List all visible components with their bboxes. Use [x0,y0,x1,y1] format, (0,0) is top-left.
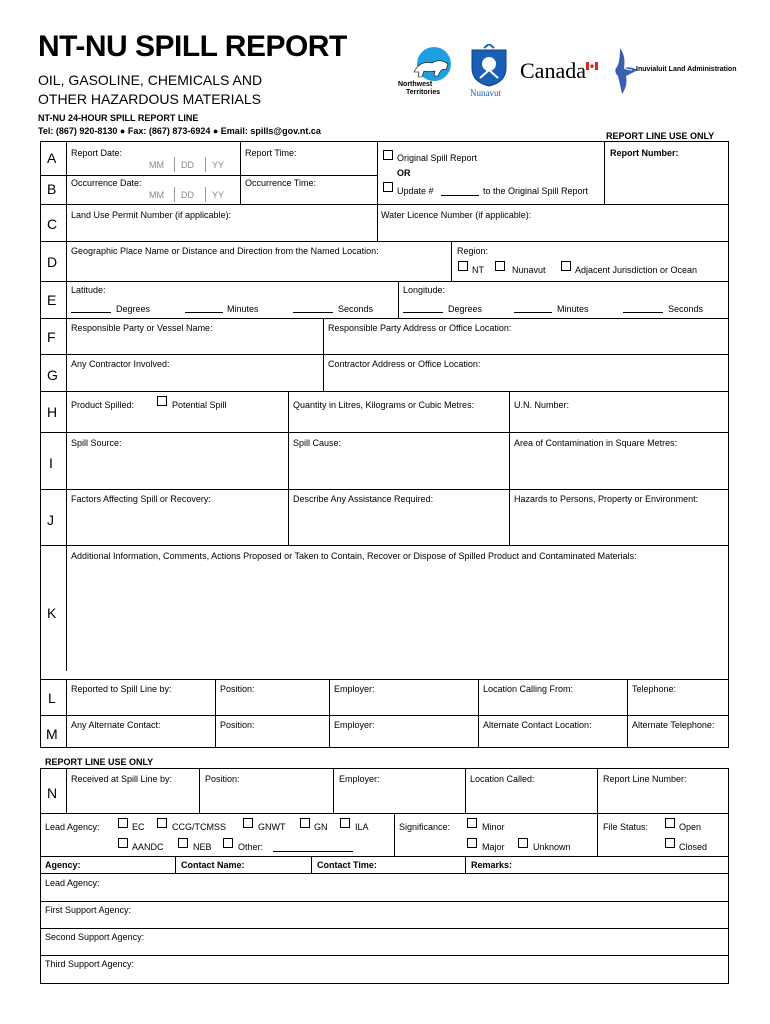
reporter-position-label: Position: [220,684,255,694]
location-calling-label: Location Calling From: [483,684,574,694]
significance-minor-checkbox[interactable] [467,818,477,828]
row-letter-j: J [47,512,54,528]
agency-ila-label: ILA [355,822,369,832]
update-checkbox[interactable] [383,182,393,192]
contractor-label: Any Contractor Involved: [71,359,170,369]
region-nt-checkbox[interactable] [458,261,468,271]
form-subtitle-line1: OIL, GASOLINE, CHEMICALS AND [38,72,263,88]
contact-time-column-header: Contact Time: [317,860,377,870]
agency-ccg-label: CCG/TCMSS [172,822,226,832]
agency-ila-checkbox[interactable] [340,818,350,828]
longitude-minutes-field[interactable] [514,312,552,313]
factors-label: Factors Affecting Spill or Recovery: [71,494,211,504]
significance-unknown-checkbox[interactable] [518,838,528,848]
row-letter-g: G [47,367,58,383]
additional-info-label: Additional Information, Comments, Actions Proposed or Taken to Contain, Recover or Dispose of Spilled Product and Contaminated Materials: [71,551,637,561]
longitude-label: Longitude: [403,285,446,295]
longitude-degrees-label: Degrees [448,304,483,314]
responsible-party-label: Responsible Party or Vessel Name: [71,323,213,333]
canada-wordmark-text: Canada [520,58,586,83]
report-date-label: Report Date: [71,148,123,158]
significance-minor-label: Minor [482,822,505,832]
quantity-label: Quantity in Litres, Kilograms or Cubic Metres: [293,400,475,410]
agency-aandc-label: AANDC [132,842,164,852]
spill-cause-label: Spill Cause: [293,438,342,448]
polar-bear-icon [398,46,456,86]
longitude-minutes-label: Minutes [557,304,589,314]
area-contamination-label: Area of Contamination in Square Metres: [514,438,678,448]
original-spill-checkbox[interactable] [383,150,393,160]
un-number-label: U.N. Number: [514,400,570,410]
latitude-minutes-label: Minutes [227,304,259,314]
ilan-logo-text: Inuvialuit Land Administration [636,66,737,73]
nwt-logo-text2: Territories [406,89,441,96]
table-row-lead-agency: Lead Agency: [45,878,100,888]
latitude-seconds-field[interactable] [293,312,333,313]
report-date-yy[interactable]: YY [212,160,225,170]
or-label: OR [397,168,411,178]
assistance-label: Describe Any Assistance Required: [293,494,434,504]
row-letter-d: D [47,254,58,270]
product-spilled-label: Product Spilled: [71,400,135,410]
region-adjacent-label: Adjacent Jurisdiction or Ocean [575,265,698,275]
potential-spill-label: Potential Spill [172,400,227,410]
reporter-employer-label: Employer: [334,684,375,694]
table-row-second-support: Second Support Agency: [45,932,145,942]
significance-unknown-label: Unknown [533,842,571,852]
file-status-label: File Status: [603,822,649,832]
significance-major-checkbox[interactable] [467,838,477,848]
nunavut-logo [466,44,512,100]
row-letter-c: C [47,216,58,232]
file-status-open-checkbox[interactable] [665,818,675,828]
agency-ccg-checkbox[interactable] [157,818,167,828]
agency-other-label: Other: [238,842,264,852]
land-use-permit-label: Land Use Permit Number (if applicable): [71,210,232,220]
telephone-label: Telephone: [632,684,677,694]
row-letter-i: I [49,455,53,471]
reported-by-label: Reported to Spill Line by: [71,684,172,694]
hazards-label: Hazards to Persons, Property or Environment: [514,494,699,504]
region-adjacent-checkbox[interactable] [561,261,571,271]
latitude-minutes-field[interactable] [185,312,223,313]
report-line-number-label: Report Line Number: [603,774,687,784]
region-nunavut-checkbox[interactable] [495,261,505,271]
row-letter-f: F [47,329,56,345]
occurrence-date-mm[interactable]: MM [149,190,164,200]
geographic-place-label: Geographic Place Name or Distance and Direction from the Named Location: [71,246,379,256]
agency-ec-label: EC [132,822,145,832]
table-row-first-support: First Support Agency: [45,905,132,915]
row-letter-h: H [47,404,58,420]
alternate-location-label: Alternate Contact Location: [483,720,592,730]
original-spill-label: Original Spill Report [397,153,478,163]
lead-agency-label: Lead Agency: [45,822,100,832]
nwt-logo [398,46,456,98]
longitude-seconds-field[interactable] [623,312,663,313]
spill-source-label: Spill Source: [71,438,122,448]
location-called-label: Location Called: [470,774,535,784]
occurrence-date-label: Occurrence Date: [71,178,142,188]
report-number-label: Report Number: [610,148,679,158]
ilan-logo [612,46,742,100]
row-letter-a: A [47,150,57,166]
agency-neb-checkbox[interactable] [178,838,188,848]
row-letter-n: N [47,785,58,801]
received-by-label: Received at Spill Line by: [71,774,173,784]
contact-name-column-header: Contact Name: [181,860,245,870]
row-letter-b: B [47,181,57,197]
region-nunavut-label: Nunavut [512,265,546,275]
agency-other-field[interactable] [273,851,353,852]
latitude-degrees-field[interactable] [71,312,111,313]
received-position-label: Position: [205,774,240,784]
longitude-degrees-field[interactable] [403,312,443,313]
form-subtitle-line2: OTHER HAZARDOUS MATERIALS [38,91,261,107]
update-suffix-label: to the Original Spill Report [483,186,589,196]
nunavut-logo-text: Nunavut [470,88,501,98]
latitude-label: Latitude: [71,285,106,295]
alternate-position-label: Position: [220,720,255,730]
agency-gn-label: GN [314,822,328,832]
nunavut-crest-icon [466,44,512,88]
report-date-mm[interactable]: MM [149,160,164,170]
region-label: Region: [457,246,489,256]
flag-icon [586,62,598,70]
agency-gnwt-label: GNWT [258,822,286,832]
contractor-address-label: Contractor Address or Office Location: [328,359,481,369]
row-letter-l: L [48,690,56,706]
row-letter-m: M [46,726,58,742]
water-licence-label: Water Licence Number (if applicable): [381,210,532,220]
potential-spill-checkbox[interactable] [157,396,167,406]
update-label: Update # [397,186,434,196]
latitude-seconds-label: Seconds [338,304,374,314]
row-k [40,545,729,680]
report-line-title: NT-NU 24-HOUR SPILL REPORT LINE [38,113,199,123]
file-status-open-label: Open [679,822,702,832]
file-status-closed-checkbox[interactable] [665,838,675,848]
report-date-dd[interactable]: DD [181,160,194,170]
table-row-third-support: Third Support Agency: [45,959,135,969]
agency-column-header: Agency: [45,860,81,870]
agency-neb-label: NEB [193,842,212,852]
remarks-column-header: Remarks: [471,860,513,870]
report-line-contact: Tel: (867) 920-8130 ● Fax: (867) 873-6924 ● Email: spills@gov.nt.ca [38,126,321,136]
longitude-seconds-label: Seconds [668,304,704,314]
report-line-section-heading: REPORT LINE USE ONLY [45,757,154,767]
significance-major-label: Major [482,842,505,852]
row-h [40,391,729,433]
agency-aandc-checkbox[interactable] [118,838,128,848]
latitude-degrees-label: Degrees [116,304,151,314]
occurrence-date-dd[interactable]: DD [181,190,194,200]
update-number-field[interactable] [441,195,479,196]
agency-other-checkbox[interactable] [223,838,233,848]
agency-ec-checkbox[interactable] [118,818,128,828]
form-title: NT-NU SPILL REPORT [38,30,347,63]
alternate-telephone-label: Alternate Telephone: [632,720,715,730]
received-employer-label: Employer: [339,774,380,784]
agency-gnwt-checkbox[interactable] [243,818,253,828]
significance-label: Significance: [399,822,451,832]
alternate-employer-label: Employer: [334,720,375,730]
row-letter-k: K [47,605,57,621]
file-status-closed-label: Closed [679,842,708,852]
canada-wordmark [520,58,600,88]
agency-contact-table [40,856,729,984]
occurrence-time-label: Occurrence Time: [245,178,317,188]
nwt-logo-text1: Northwest [398,81,433,88]
agency-gn-checkbox[interactable] [300,818,310,828]
occurrence-date-yy[interactable]: YY [212,190,225,200]
alternate-contact-label: Any Alternate Contact: [71,720,161,730]
responsible-address-label: Responsible Party Address or Office Location: [328,323,512,333]
region-nt-label: NT [472,265,484,275]
row-letter-e: E [47,292,57,308]
report-time-label: Report Time: [245,148,297,158]
report-line-use-label: REPORT LINE USE ONLY [606,131,715,141]
